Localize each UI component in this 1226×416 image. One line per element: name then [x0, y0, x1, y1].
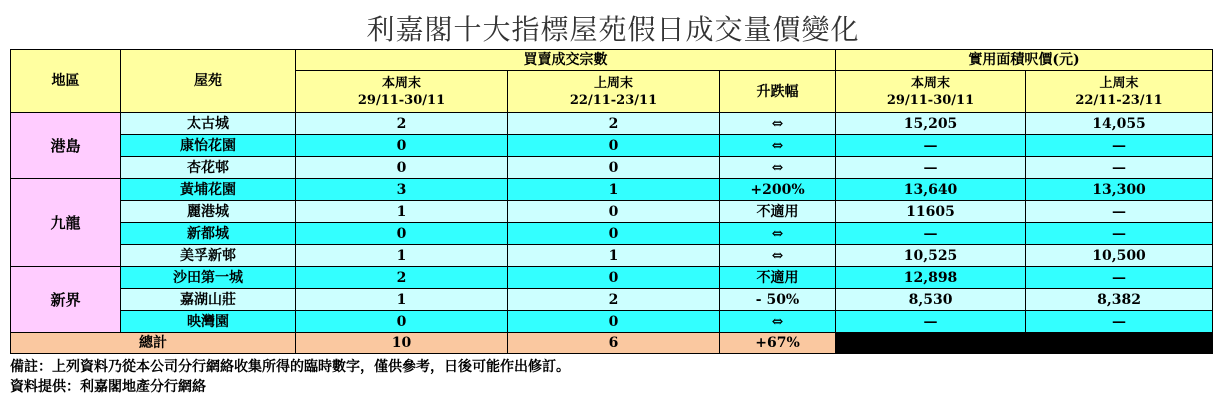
- footnotes: [10, 357, 570, 397]
- last-weekend-price: —: [1026, 157, 1213, 179]
- header-this-weekend-label: 本周末: [381, 75, 421, 91]
- this-weekend-price: —: [836, 135, 1026, 157]
- this-weekend-tx: 1: [296, 201, 508, 223]
- total-price-blank: [836, 333, 1213, 354]
- this-weekend-price: —: [836, 223, 1026, 245]
- total-label: 總計: [11, 333, 296, 354]
- last-weekend-price: 14,055: [1026, 113, 1213, 135]
- table-row: [11, 135, 1213, 157]
- change-value: 不適用: [720, 201, 836, 223]
- this-weekend-tx: 1: [296, 289, 508, 311]
- estate-name: 嘉湖山莊: [121, 289, 296, 311]
- this-weekend-tx: 2: [296, 267, 508, 289]
- table-row: [11, 201, 1213, 223]
- last-weekend-price: —: [1026, 201, 1213, 223]
- table-row: [11, 245, 1213, 267]
- header-change: 升跌幅: [720, 71, 836, 113]
- header-district: 地區: [11, 50, 121, 113]
- last-weekend-tx: 1: [508, 179, 720, 201]
- estate-name: 美孚新邨: [121, 245, 296, 267]
- header-price-group: 實用面積呎價(元): [836, 50, 1213, 71]
- change-value: ⇔: [720, 113, 836, 135]
- district-cell-kowloon: 九龍: [11, 179, 121, 267]
- this-weekend-price: 15,205: [836, 113, 1026, 135]
- table-row: [11, 289, 1213, 311]
- estate-name: 映灣園: [121, 311, 296, 333]
- header-this-weekend-price-dates: 29/11-30/11: [886, 92, 975, 108]
- page-title: 利嘉閣十大指標屋苑假日成交量價變化: [366, 13, 860, 46]
- this-weekend-price: 10,525: [836, 245, 1026, 267]
- last-weekend-price: 8,382: [1026, 289, 1213, 311]
- last-weekend-tx: 0: [508, 201, 720, 223]
- last-weekend-tx: 2: [508, 289, 720, 311]
- change-value: ⇔: [720, 245, 836, 267]
- total-last-weekend-tx: 6: [508, 333, 720, 354]
- change-value: - 50%: [720, 289, 836, 311]
- estate-transaction-table: [10, 49, 1213, 354]
- header-this-weekend-price-label: 本周末: [911, 75, 951, 91]
- header-estate: 屋苑: [121, 50, 296, 113]
- last-weekend-tx: 1: [508, 245, 720, 267]
- table-row: [11, 157, 1213, 179]
- this-weekend-price: 11605: [836, 201, 1026, 223]
- table-row: [11, 113, 1213, 135]
- header-row-1: [11, 50, 1213, 71]
- last-weekend-price: 13,300: [1026, 179, 1213, 201]
- total-row: [11, 333, 1213, 354]
- this-weekend-tx: 2: [296, 113, 508, 135]
- header-this-weekend-dates: 29/11-30/11: [357, 92, 446, 108]
- this-weekend-price: 12,898: [836, 267, 1026, 289]
- this-weekend-tx: 0: [296, 135, 508, 157]
- this-weekend-price: 8,530: [836, 289, 1026, 311]
- header-last-weekend-price: [1026, 71, 1213, 113]
- change-value: ⇔: [720, 135, 836, 157]
- change-value: ⇔: [720, 223, 836, 245]
- header-this-weekend-price: [836, 71, 1026, 113]
- header-last-weekend-price-label: 上周末: [1099, 75, 1139, 91]
- last-weekend-tx: 0: [508, 223, 720, 245]
- this-weekend-tx: 3: [296, 179, 508, 201]
- this-weekend-tx: 1: [296, 245, 508, 267]
- last-weekend-price: —: [1026, 135, 1213, 157]
- last-weekend-tx: 0: [508, 135, 720, 157]
- header-last-weekend-tx: [508, 71, 720, 113]
- this-weekend-price: —: [836, 311, 1026, 333]
- change-value: +200%: [720, 179, 836, 201]
- estate-name: 新都城: [121, 223, 296, 245]
- this-weekend-tx: 0: [296, 157, 508, 179]
- last-weekend-tx: 2: [508, 113, 720, 135]
- header-this-weekend-tx: [296, 71, 508, 113]
- estate-name: 太古城: [121, 113, 296, 135]
- total-change: +67%: [720, 333, 836, 354]
- table-row: [11, 179, 1213, 201]
- header-last-weekend-price-dates: 22/11-23/11: [1075, 92, 1163, 108]
- header-last-weekend-label: 上周末: [593, 75, 633, 91]
- change-value: ⇔: [720, 311, 836, 333]
- district-cell-new-territories: 新界: [11, 267, 121, 333]
- this-weekend-tx: 0: [296, 223, 508, 245]
- district-cell-hk-island: 港島: [11, 113, 121, 179]
- estate-name: 黃埔花園: [121, 179, 296, 201]
- change-value: ⇔: [720, 157, 836, 179]
- this-weekend-price: —: [836, 157, 1026, 179]
- remark-note: 備註：上列資料乃從本公司分行網絡收集所得的臨時數字，僅供參考，日後可能作出修訂。: [10, 359, 570, 375]
- last-weekend-price: —: [1026, 267, 1213, 289]
- total-this-weekend-tx: 10: [296, 333, 508, 354]
- estate-name: 杏花邨: [121, 157, 296, 179]
- last-weekend-price: 10,500: [1026, 245, 1213, 267]
- last-weekend-price: —: [1026, 223, 1213, 245]
- estate-name: 沙田第一城: [121, 267, 296, 289]
- last-weekend-price: —: [1026, 311, 1213, 333]
- this-weekend-tx: 0: [296, 311, 508, 333]
- source-note: 資料提供：利嘉閣地產分行網絡: [10, 379, 206, 395]
- last-weekend-tx: 0: [508, 157, 720, 179]
- estate-name: 康怡花園: [121, 135, 296, 157]
- header-transactions-group: 買賣成交宗數: [296, 50, 836, 71]
- header-last-weekend-dates: 22/11-23/11: [569, 92, 658, 108]
- table-row: [11, 267, 1213, 289]
- estate-name: 麗港城: [121, 201, 296, 223]
- this-weekend-price: 13,640: [836, 179, 1026, 201]
- last-weekend-tx: 0: [508, 311, 720, 333]
- table-row: [11, 311, 1213, 333]
- last-weekend-tx: 0: [508, 267, 720, 289]
- table-row: [11, 223, 1213, 245]
- change-value: 不適用: [720, 267, 836, 289]
